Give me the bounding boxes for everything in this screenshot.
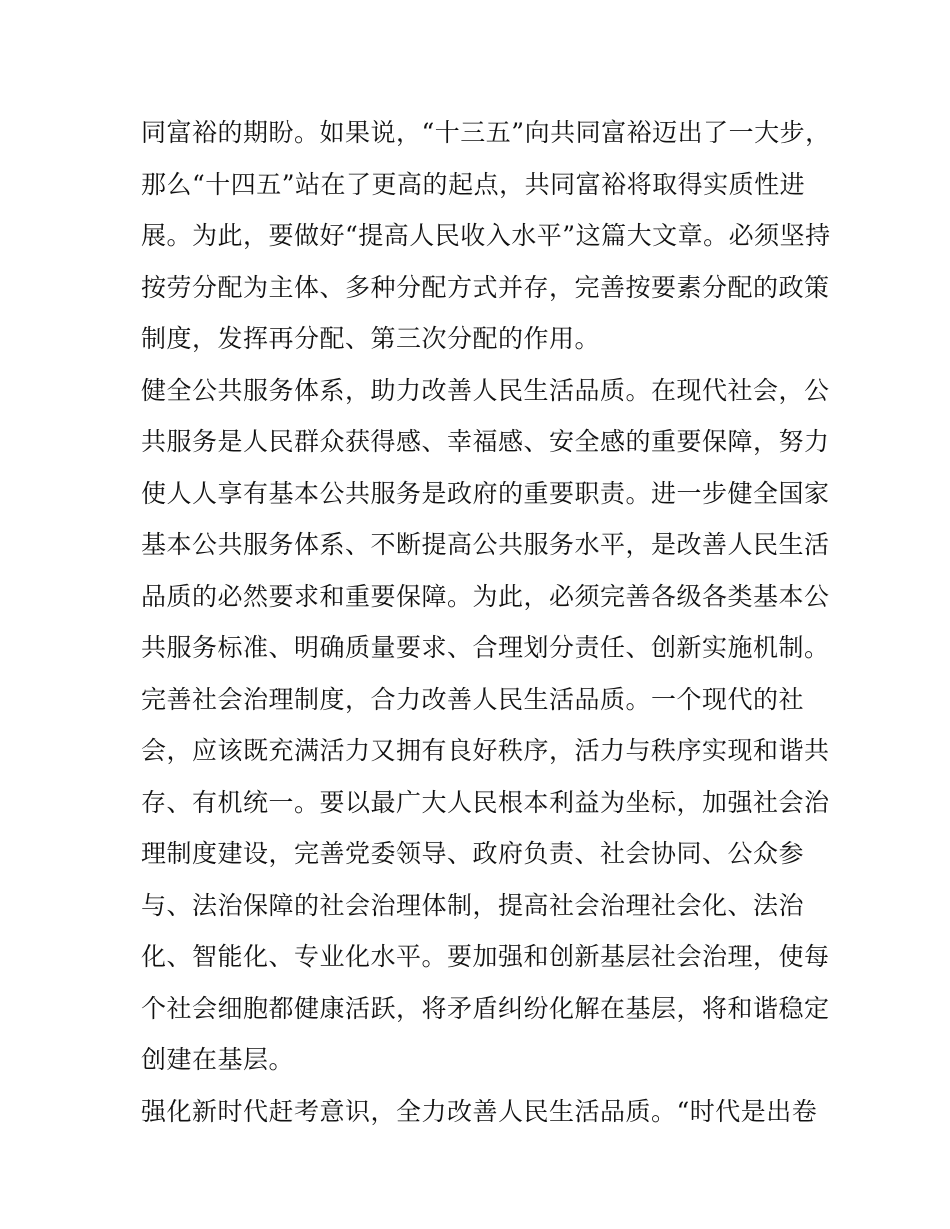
body-text [141, 107, 831, 1137]
text-line: 品质的必然要求和重要保障。为此，必须完善各级各类基本公 [141, 581, 830, 611]
text-line: 个社会细胞都健康活跃，将矛盾纠纷化解在基层，将和谐稳定 [141, 993, 830, 1023]
text-line: 同富裕的期盼。如果说，“十三五”向共同富裕迈出了一大步， [141, 118, 831, 147]
text-line: 创建在基层。 [141, 1045, 295, 1074]
text-line: 会，应该既充满活力又拥有良好秩序，活力与秩序实现和谐共 [141, 736, 830, 765]
text-line: 强化新时代赶考意识，全力改善人民生活品质。“时代是出卷 [141, 1096, 818, 1126]
text-line: 展。为此，要做好“提高人民收入水平”这篇大文章。必须坚持 [141, 221, 831, 250]
text-line: 基本公共服务体系、不断提高公共服务水平，是改善人民生活 [141, 530, 830, 559]
text-line: 与、法治保障的社会治理体制，提高社会治理社会化、法治 [141, 890, 805, 920]
text-line: 按劳分配为主体、多种分配方式并存，完善按要素分配的政策 [141, 272, 830, 302]
text-line: 那么“十四五”站在了更高的起点，共同富裕将取得实质性进 [141, 169, 806, 199]
text-line: 共服务标准、明确质量要求、合理划分责任、创新实施机制。 [141, 633, 830, 662]
text-line: 使人人享有基本公共服务是政府的重要职责。进一步健全国家 [141, 478, 830, 508]
text-line: 完善社会治理制度，合力改善人民生活品质。一个现代的社 [141, 684, 805, 714]
text-line: 存、有机统一。要以最广大人民根本利益为坐标，加强社会治 [141, 787, 830, 817]
text-line: 理制度建设，完善党委领导、政府负责、社会协同、公众参 [141, 839, 805, 868]
text-line: 制度，发挥再分配、第三次分配的作用。 [141, 324, 601, 353]
text-line: 化、智能化、专业化水平。要加强和创新基层社会治理，使每 [141, 942, 830, 971]
text-line: 健全公共服务体系，助力改善人民生活品质。在现代社会，公 [141, 375, 830, 405]
text-line: 共服务是人民群众获得感、幸福感、安全感的重要保障，努力 [141, 427, 830, 456]
